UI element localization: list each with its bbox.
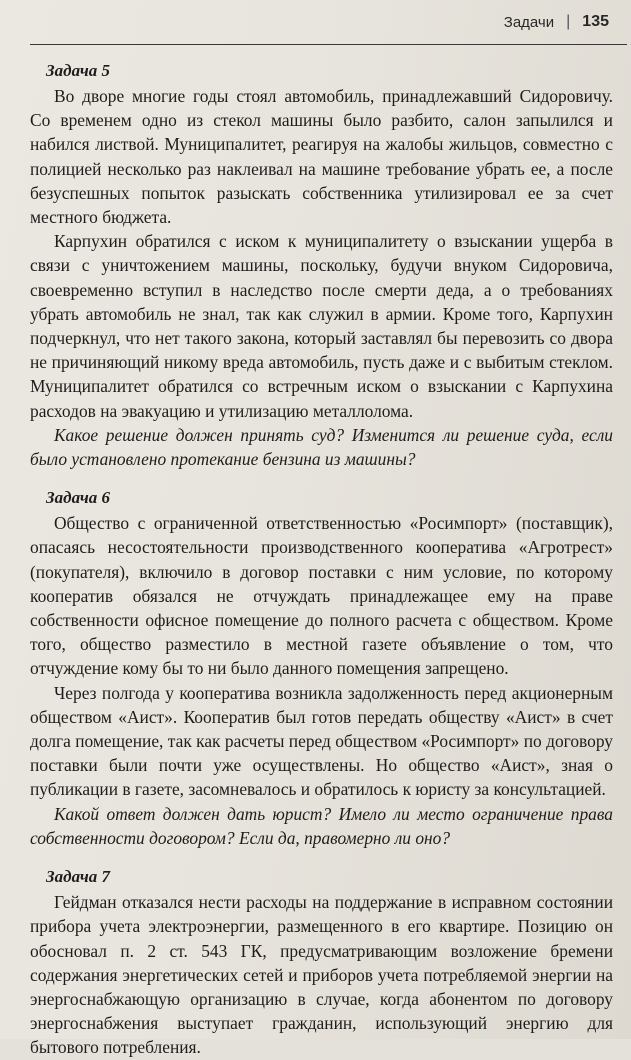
task-paragraph: Во дворе многие годы стоял автомобиль, принадлежавший Сидоровичу. Со временем одно из стекол машины было разбито, салон запылился и набился листвой. Муниципалитет, реагируя на жалобы жильцов, совместно с полицией несколько раз наклеивал на машине требование убрать ее, а после безуспешных попыток разыскать собственника утилизировал ее за счет местного бюджета.: [30, 86, 613, 228]
section-title: Задачи: [503, 13, 555, 31]
task-title: Задача 7: [46, 867, 111, 887]
header-rule: [30, 44, 627, 45]
task-title: Задача 6: [46, 488, 111, 508]
task-paragraph: Через полгода у кооператива возникла задолженность перед акционерным обществом «Аист». Кооператив был готов передать обществу «Аист» в счет долга помещение, так как расчеты перед обществом «Росимпорт» по договору поставки были почти уже осуществлены. Но общество «Аист», зная о публикации в газете, засомневалось и обратилось к юристу за консультацией.: [30, 682, 613, 800]
task-question: Какое решение должен принять суд? Изменится ли решение суда, если было установлено протекание бензина из машины?: [30, 424, 613, 470]
running-head: [30, 0, 613, 44]
page-number: 135: [582, 13, 609, 30]
header-separator: |: [566, 13, 571, 30]
page-content: [30, 44, 613, 1060]
task-question: Какой ответ должен дать юрист? Имело ли место ограничение права собственности договором? Если да, правомерно ли оно?: [30, 803, 613, 848]
task-paragraph: Карпухин обратился с иском к муниципалитету о взыскании ущерба в связи с уничтожением машины, поскольку, будучи внуком Сидоровича, своевременно вступил в наследство после смерти деда, а о требованиях убрать автомобиль не знал, так как служил в армии. Кроме того, Карпухин подчеркнул, что нет такого закона, который заставлял бы перевозить со двора не причиняющий никому вреда автомобиль, пусть даже и с выбитым стеклом. Муниципалитет обратился со встречным иском о взыскании с Карпухина расходов на эвакуацию и утилизацию металлолома.: [30, 231, 613, 421]
task-paragraph: Общество с ограниченной ответственностью «Росимпорт» (поставщик), опасаясь несостоятельности производственного кооператива «Агротрест» (покупателя), включило в договор поставки с ним условие, по которому кооператив обязался не отчуждать принадлежащее ему на праве собственности офисное помещение до полного расчета с обществом. Кроме того, общество разместило в местной газете объявление о том, что отчуждение кому бы то ни было данного помещения запрещено.: [30, 513, 613, 679]
task-paragraph: Гейдман отказался нести расходы на поддержание в исправном состоянии прибора учета электроэнергии, размещенного в его квартире. Позицию он обосновал п. 2 ст. 543 ГК, предусматривающим возложение бремени содержания энергетических сетей и приборов учета потребляемой энергии на энергоснабжающую организацию в случае, когда абонентом по договору энергоснабжения выступает гражданин, использующий энергию для бытового потребления.: [30, 892, 613, 1058]
task-title: Задача 5: [46, 61, 111, 80]
